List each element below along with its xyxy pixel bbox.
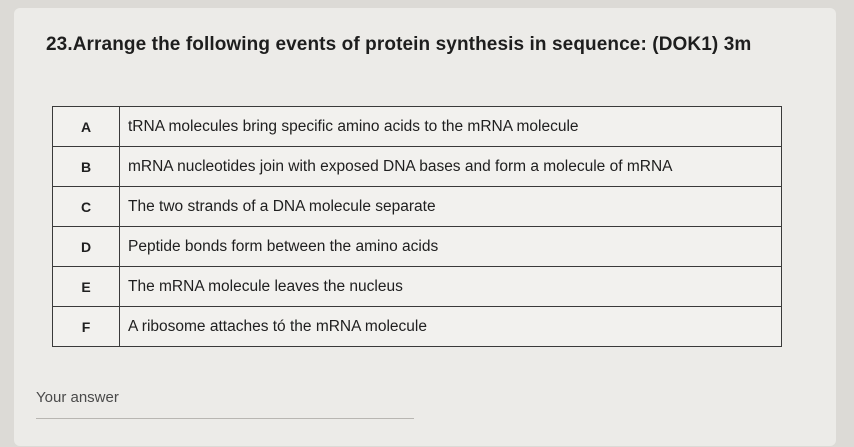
table-row [53, 307, 782, 347]
event-text: tRNA molecules bring specific amino acids to the mRNA molecule [120, 107, 782, 147]
event-letter: A [53, 107, 120, 147]
table-row [53, 147, 782, 187]
table-row [53, 267, 782, 307]
answer-label: Your answer [36, 389, 119, 406]
event-letter: B [53, 147, 120, 187]
table-row [53, 107, 782, 147]
event-text: A ribosome attaches tó the mRNA molecule [120, 307, 782, 347]
table-row [53, 227, 782, 267]
event-letter: D [53, 227, 120, 267]
event-letter: F [53, 307, 120, 347]
event-text: mRNA nucleotides join with exposed DNA bases and form a molecule of mRNA [120, 147, 782, 187]
table-row [53, 187, 782, 227]
event-letter: C [53, 187, 120, 227]
event-text: Peptide bonds form between the amino acids [120, 227, 782, 267]
question-title: 23.Arrange the following events of protein synthesis in sequence: (DOK1) 3m [46, 34, 752, 55]
event-text: The two strands of a DNA molecule separate [120, 187, 782, 227]
event-text: The mRNA molecule leaves the nucleus [120, 267, 782, 307]
event-letter: E [53, 267, 120, 307]
events-table [52, 106, 782, 347]
answer-input[interactable] [36, 418, 414, 419]
